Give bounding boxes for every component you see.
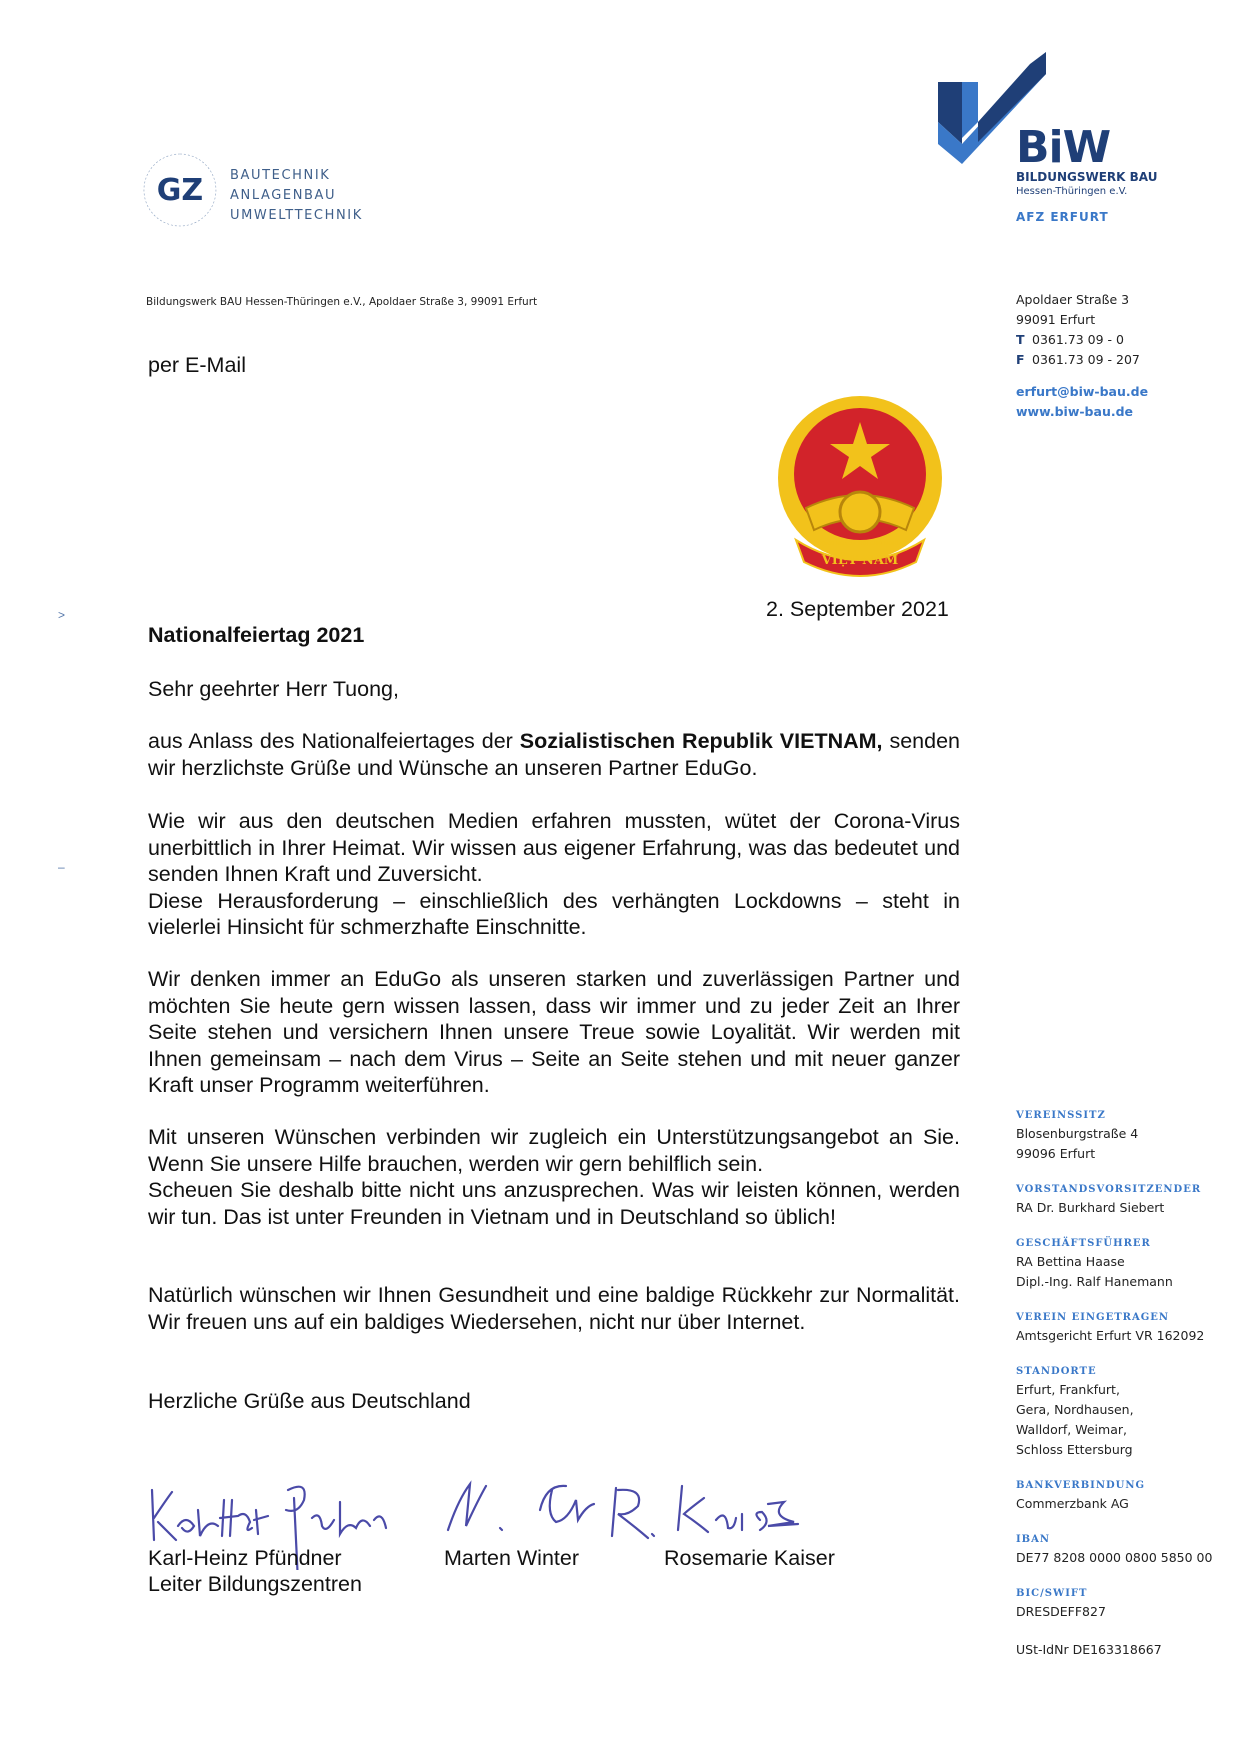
iban-heading: IBAN [1016, 1534, 1051, 1545]
gz-initials: GZ [156, 173, 204, 208]
letter-subject: Nationalfeiertag 2021 [148, 623, 365, 647]
paragraph-4 [148, 1124, 960, 1230]
mgmt-name-1: RA Bettina Haase [1016, 1254, 1125, 1269]
delivery-method: per E-Mail [148, 353, 246, 377]
location-line-2: Gera, Nordhausen, [1016, 1402, 1134, 1417]
vietnam-national-emblem [766, 390, 954, 582]
seat-street: Blosenburgstraße 4 [1016, 1126, 1139, 1141]
location-line-3: Walldorf, Weimar, [1016, 1422, 1127, 1437]
locations-heading: STANDORTE [1016, 1366, 1097, 1377]
p4-text: Mit unseren Wünschen verbinden wir zugleich ein Unterstützungsangebot an Sie. Wenn Sie unsere Hilfe brauchen, werden wir gern behilflich sein. [148, 1125, 960, 1176]
mgmt-heading: GESCHÄFTSFÜHRER [1016, 1238, 1151, 1249]
gz-certification-logo [140, 150, 220, 230]
chair-heading: VORSTANDSVORSITZENDER [1016, 1184, 1202, 1195]
contact-email-link[interactable]: erfurt@biw-bau.de [1016, 384, 1149, 399]
biw-region: Hessen-Thüringen e.V. [1016, 186, 1128, 197]
signature-winter [448, 1484, 594, 1530]
seat-city: 99096 Erfurt [1016, 1146, 1096, 1161]
signature-kaiser [612, 1486, 798, 1538]
biw-wordmark: BiW [1016, 122, 1111, 173]
phone-label: T [1016, 332, 1025, 347]
letter-date: 2. September 2021 [766, 597, 949, 621]
contact-street: Apoldaer Straße 3 [1016, 292, 1130, 307]
bic-heading: BIC/SWIFT [1016, 1588, 1088, 1599]
margin-mark-punch: – [58, 860, 65, 874]
signatory-2-name: Marten Winter [444, 1546, 580, 1570]
seat-heading: VEREINSSITZ [1016, 1110, 1106, 1121]
paragraph-5: Natürlich wünschen wir Ihnen Gesundheit und eine baldige Rückkehr zur Normalität. Wir freuen uns auf ein baldiges Wiedersehen, nicht nur über Internet. [148, 1283, 960, 1334]
gz-line-2: ANLAGENBAU [230, 188, 337, 203]
signatory-1-name: Karl-Heinz Pfündner [148, 1546, 342, 1570]
emblem-banner-text: VIỆT NAM [821, 553, 899, 568]
bic-value: DRESDEFF827 [1016, 1604, 1106, 1619]
contact-block [1016, 290, 1148, 422]
contact-web-link[interactable]: www.biw-bau.de [1016, 404, 1134, 419]
p4b-text: Scheuen Sie deshalb bitte nicht uns anzusprechen. Was wir leisten können, werden wir tun. Das ist unter Freunden in Vietnam und in Deutschland so üblich! [148, 1178, 960, 1229]
salutation: Sehr geehrter Herr Tuong, [148, 677, 399, 701]
signatory-1-role: Leiter Bildungszentren [148, 1572, 362, 1596]
sender-return-address: Bildungswerk BAU Hessen-Thüringen e.V., Apoldaer Straße 3, 99091 Erfurt [146, 296, 538, 308]
org-info-block [1016, 1108, 1212, 1660]
emblem-banner-top: CỘNG HÒA XÃ HỘI CHỦ NGHĨA [817, 541, 903, 547]
gz-line-3: UMWELTTECHNIK [230, 208, 363, 223]
fax-label: F [1016, 352, 1025, 367]
p1-country: Sozialistischen Republik VIETNAM, [519, 729, 883, 753]
location-line-1: Erfurt, Frankfurt, [1016, 1382, 1120, 1397]
registry-heading: VEREIN EINGETRAGEN [1016, 1312, 1170, 1323]
bank-heading: BANKVERBINDUNG [1016, 1480, 1146, 1491]
chair-name: RA Dr. Burkhard Siebert [1016, 1200, 1165, 1215]
p1-rest: senden wir herzlichste Grüße und Wünsche an unseren Partner EduGo. [148, 729, 960, 780]
paragraph-3: Wir denken immer an EduGo als unseren starken und zuverlässigen Partner und möchten Sie heute gern wissen lassen, dass wir immer und zu jeder Zeit an Ihrer Seite stehen und versichern Ihnen unsere Treue sowie Loyalität. Wir werden mit Ihnen gemeinsam – nach dem Virus – Seite an Seite stehen und mit neuer ganzer Kraft unser Programm weiterführen. [148, 967, 960, 1097]
location-line-4: Schloss Ettersburg [1016, 1442, 1133, 1457]
p1-lead: aus Anlass des Nationalfeiertages der [148, 729, 520, 753]
p2-text: Wie wir aus den deutschen Medien erfahren mussten, wütet der Corona-Virus unerbittlich in Ihrer Heimat. Wir wissen aus eigener Erfahrung, was das bedeutet und senden Ihnen Kraft und Zuversicht. [148, 809, 960, 886]
paragraph-1 [148, 728, 960, 781]
p2b-text: Diese Herausforderung – einschließlich des verhängten Lockdowns – steht in vielerlei Hinsicht für schmerzhafte Einschnitte. [148, 888, 960, 939]
contact-phone: 0361.73 09 - 0 [1032, 332, 1124, 347]
paragraph-2 [148, 808, 960, 941]
iban-value: DE77 8208 0000 0800 5850 00 [1016, 1550, 1213, 1565]
mgmt-name-2: Dipl.-Ing. Ralf Hanemann [1016, 1274, 1173, 1289]
biw-afz: AFZ ERFURT [1016, 210, 1109, 224]
gz-line-1: BAUTECHNIK [230, 168, 331, 183]
gz-tagline [230, 166, 363, 226]
signatory-3-name: Rosemarie Kaiser [664, 1546, 835, 1570]
contact-fax: 0361.73 09 - 207 [1032, 352, 1140, 367]
bank-name: Commerzbank AG [1016, 1496, 1129, 1511]
closing: Herzliche Grüße aus Deutschland [148, 1389, 471, 1413]
biw-full-name: BILDUNGSWERK BAU [1016, 170, 1158, 184]
contact-city: 99091 Erfurt [1016, 312, 1096, 327]
margin-mark-fold: > [58, 608, 66, 622]
registry-value: Amtsgericht Erfurt VR 162092 [1016, 1328, 1205, 1343]
vat-id: USt-IdNr DE163318667 [1016, 1642, 1162, 1657]
